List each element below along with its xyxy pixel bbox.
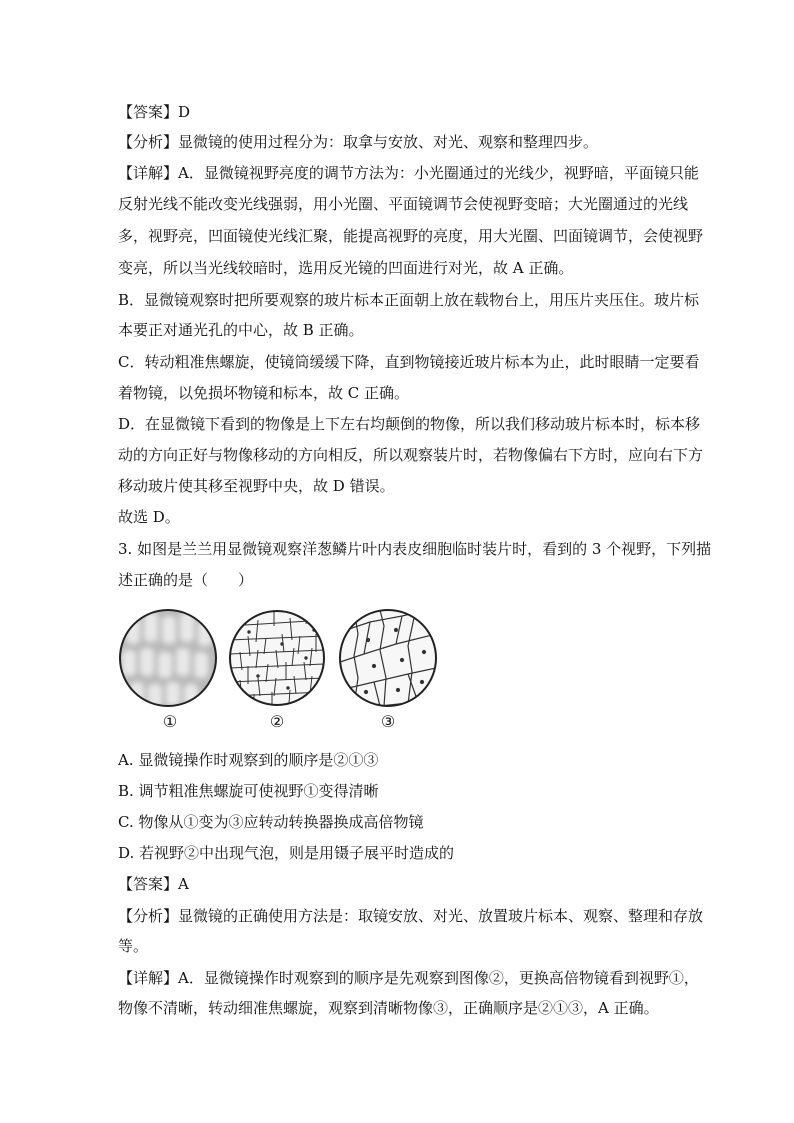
analysis-line: 等。 (118, 937, 149, 955)
detail-line: D．在显微镜下看到的物像是上下左右均颠倒的物像，所以我们移动玻片标本时，标本移 (118, 415, 701, 433)
field-1-blurry (120, 610, 216, 708)
field-3-large-cells (340, 606, 436, 706)
microscope-fields-figure (118, 606, 448, 736)
field-2-small-cells (230, 606, 324, 716)
field-label-2: ② (269, 712, 285, 731)
option-b: B. 调节粗准焦螺旋可使视野①变得清晰 (118, 782, 379, 800)
field-label-3: ③ (380, 712, 396, 731)
detail-line: 【详解】A．显微镜视野亮度的调节方法为：小光圈通过的光线少，视野暗，平面镜只能 (118, 164, 699, 182)
analysis-line: 【分析】显微镜的正确使用方法是：取镜安放、对光、放置玻片标本、观察、整理和存放 (118, 907, 704, 925)
question-line: 述正确的是（ ） (118, 571, 254, 589)
option-d: D. 若视野②中出现气泡，则是用镊子展平时造成的 (118, 844, 455, 862)
detail-line: 物像不清晰，转动细准焦螺旋，观察到清晰物像③，正确顺序是②①③，A 正确。 (118, 999, 659, 1017)
conclusion-line: 故选 D。 (118, 508, 180, 526)
detail-line: 【详解】A．显微镜操作时观察到的顺序是先观察到图像②，更换高倍物镜看到视野①， (118, 969, 699, 987)
detail-line: 多，视野亮，凹面镜使光线汇聚，能提高视野的亮度，用大光圈、凹面镜调节，会使视野 (118, 227, 704, 245)
detail-line: 反射光线不能改变光线强弱，用小光圈、平面镜调节会使视野变暗；大光圈通过的光线 (118, 195, 689, 213)
detail-line: 变亮，所以当光线较暗时，选用反光镜的凹面进行对光，故 A 正确。 (118, 259, 574, 277)
detail-line: 移动玻片使其移至视野中央，故 D 错误。 (118, 477, 395, 495)
detail-line: 本要正对通光孔的中心，故 B 正确。 (118, 321, 364, 339)
detail-line: B．显微镜观察时把所要观察的玻片标本正面朝上放在载物台上，用压片夹压住。玻片标 (118, 291, 700, 309)
answer-line: 【答案】A (118, 875, 189, 893)
detail-line: 动的方向正好与物像移动的方向相反，所以观察装片时，若物像偏右下方时，应向右下方 (118, 446, 704, 464)
question-line: 3. 如图是兰兰用显微镜观察洋葱鳞片叶内表皮细胞临时装片时，看到的 3 个视野，下列描 (118, 540, 712, 558)
analysis-line: 【分析】显微镜的使用过程分为：取拿与安放、对光、观察和整理四步。 (118, 133, 599, 151)
answer-line: 【答案】D (118, 103, 191, 121)
field-label-1: ① (162, 712, 178, 731)
option-c: C. 物像从①变为③应转动转换器换成高倍物镜 (118, 813, 424, 831)
detail-line: C．转动粗准焦螺旋，使镜筒缓缓下降，直到物镜接近玻片标本为止，此时眼睛一定要看 (118, 353, 700, 371)
detail-line: 着物镜，以免损坏物镜和标本，故 C 正确。 (118, 384, 410, 402)
option-a: A. 显微镜操作时观察到的顺序是②①③ (118, 751, 379, 769)
